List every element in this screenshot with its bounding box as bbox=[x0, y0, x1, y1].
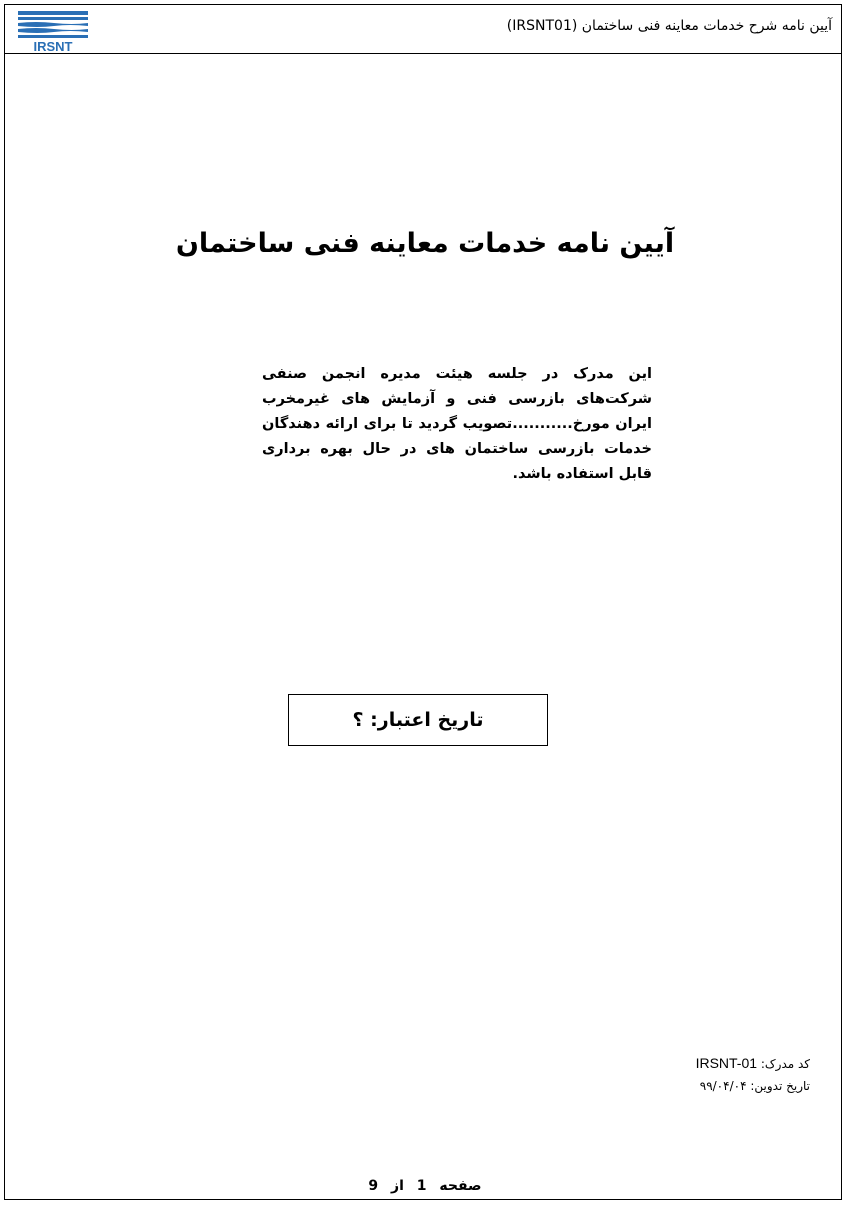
document-code-label: کد مدرک: bbox=[760, 1057, 810, 1071]
page-header bbox=[4, 4, 842, 54]
svg-text:IRSNT: IRSNT bbox=[33, 39, 73, 54]
header-title: آیین نامه شرح خدمات معاینه فنی ساختمان (IRSNT01) bbox=[506, 18, 832, 34]
page-word: صفحه bbox=[439, 1178, 482, 1194]
document-title: آیین نامه خدمات معاینه فنی ساختمان bbox=[175, 228, 675, 259]
approval-paragraph: این مدرک در جلسه هیئت مدیره انجمن صنفی شرکت‌های بازرسی فنی و آزمایش های غیرمخرب ایران مورخ...........تصویب گردید تا برای ارائه دهندگان خدمات بازرسی ساختمان های در حال بهره برداری قابل استفاده باشد. bbox=[262, 366, 652, 482]
document-code-row bbox=[696, 1052, 810, 1075]
of-word: از bbox=[391, 1178, 404, 1194]
page-border bbox=[4, 4, 842, 1200]
compile-date-label: تاریخ تدوین: bbox=[750, 1079, 810, 1093]
document-meta bbox=[696, 1052, 810, 1097]
compile-date-row bbox=[696, 1075, 810, 1097]
validity-box bbox=[288, 694, 548, 746]
page-footer bbox=[0, 1178, 850, 1194]
page-number: 1 bbox=[416, 1178, 427, 1194]
total-pages: 9 bbox=[368, 1178, 379, 1194]
compile-date-value: ۹۹/۰۴/۰۴ bbox=[699, 1079, 747, 1093]
irsnt-logo bbox=[14, 8, 94, 54]
document-code-value: IRSNT-01 bbox=[695, 1055, 758, 1071]
validity-label: تاریخ اعتبار: ؟ bbox=[352, 709, 484, 731]
